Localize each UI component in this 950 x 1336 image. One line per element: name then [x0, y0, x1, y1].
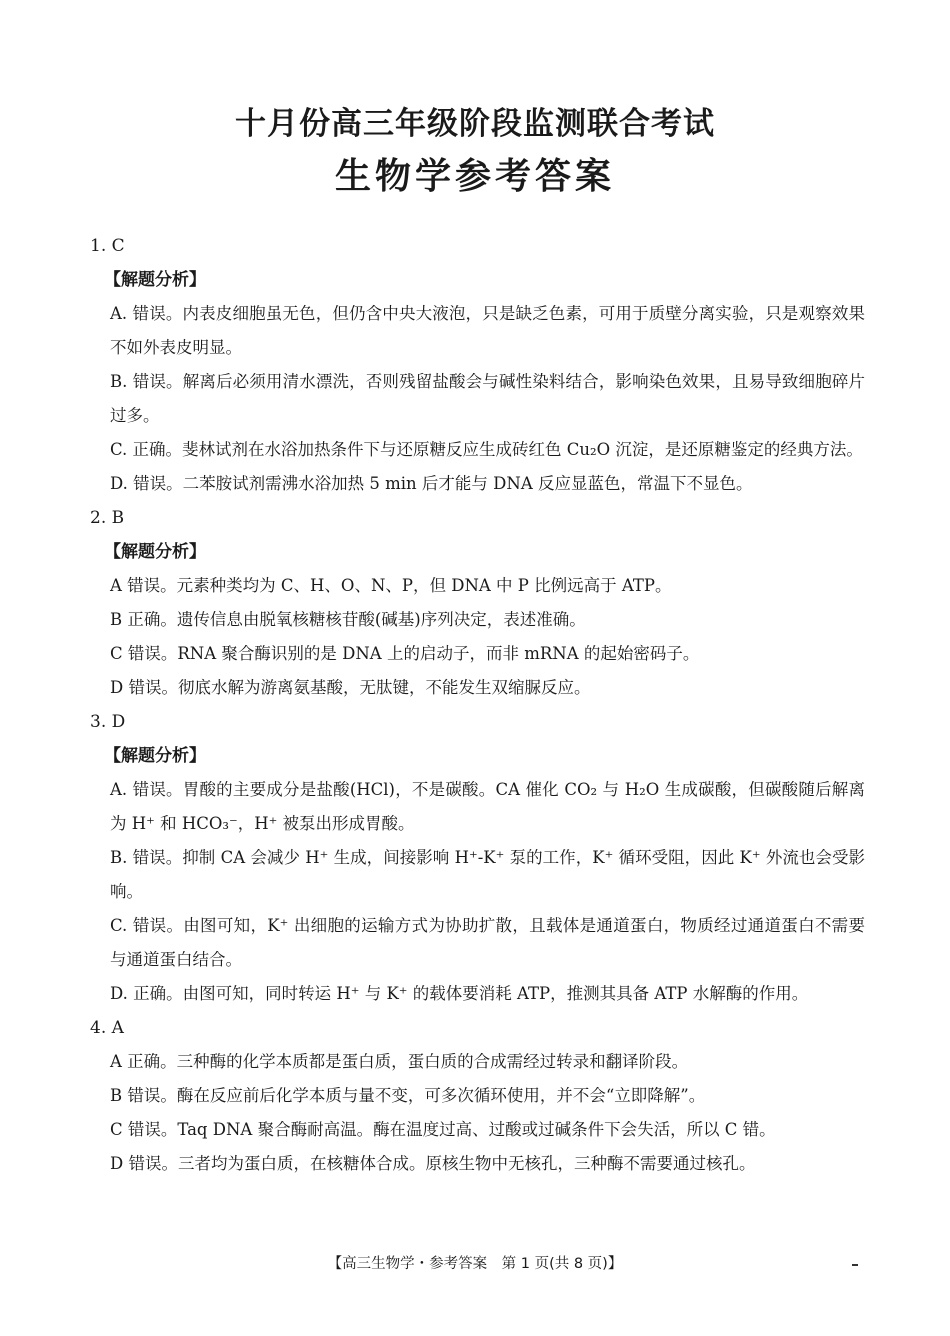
question-block-4	[90, 1011, 865, 1181]
analysis-line: A. 错误。内表皮细胞虽无色，但仍含中央大液泡，只是缺乏色素，可用于质壁分离实验，只是观察效果不如外表皮明显。	[110, 304, 865, 357]
scan-mark	[852, 1264, 858, 1266]
question-header: 3. D	[90, 712, 126, 732]
question-header: 4. A	[90, 1018, 124, 1038]
analysis-line: C 错误。RNA 聚合酶识别的是 DNA 上的启动子，而非 mRNA 的起始密码子。	[110, 644, 700, 663]
analysis-line: D. 错误。二苯胺试剂需沸水浴加热 5 min 后才能与 DNA 反应显蓝色，常温下不显色。	[110, 474, 753, 493]
analysis-line: B. 错误。抑制 CA 会减少 H⁺ 生成，间接影响 H⁺-K⁺ 泵的工作，K⁺ 循环受阻，因此 K⁺ 外流也会受影响。	[110, 848, 865, 901]
analysis-line: A 正确。三种酶的化学本质都是蛋白质，蛋白质的合成需经过转录和翻译阶段。	[110, 1052, 689, 1071]
exam-title: 十月份高三年级阶段监测联合考试	[235, 106, 715, 142]
analysis-label: 【解题分析】	[104, 270, 206, 290]
analysis-line: A 错误。元素种类均为 C、H、O、N、P，但 DNA 中 P 比例远高于 ATP。	[110, 576, 672, 595]
analysis-line: B 正确。遗传信息由脱氧核糖核苷酸(碱基)序列决定，表述准确。	[110, 610, 586, 629]
page-footer: 【高三生物学・参考答案 第 1 页(共 8 页)】	[327, 1256, 623, 1272]
analysis-line: C. 错误。由图可知，K⁺ 出细胞的运输方式为协助扩散，且载体是通道蛋白，物质经过通道蛋白不需要与通道蛋白结合。	[110, 916, 865, 969]
analysis-line: A. 错误。胃酸的主要成分是盐酸(HCl)，不是碳酸。CA 催化 CO₂ 与 H₂O 生成碳酸，但碳酸随后解离为 H⁺ 和 HCO₃⁻，H⁺ 被泵出形成胃酸。	[110, 780, 865, 833]
analysis-line: D 错误。三者均为蛋白质，在核糖体合成。原核生物中无核孔，三种酶不需要通过核孔。	[110, 1154, 756, 1173]
answer-key-title: 生物学参考答案	[334, 156, 615, 197]
analysis-label: 【解题分析】	[104, 746, 206, 766]
analysis-line: B. 错误。解离后必须用清水漂洗，否则残留盐酸会与碱性染料结合，影响染色效果，且易导致细胞碎片过多。	[110, 372, 865, 425]
analysis-line: B 错误。酶在反应前后化学本质与量不变，可多次循环使用，并不会“立即降解”。	[110, 1086, 706, 1105]
question-header: 2. B	[90, 508, 125, 528]
analysis-line: D 错误。彻底水解为游离氨基酸，无肽键，不能发生双缩脲反应。	[110, 678, 591, 697]
analysis-line: C 错误。Taq DNA 聚合酶耐高温。酶在温度过高、过酸或过碱条件下会失活，所以 C 错。	[110, 1120, 776, 1139]
question-header: 1. C	[90, 236, 125, 256]
question-block-2	[90, 501, 865, 705]
answer-content	[90, 229, 865, 1181]
analysis-line: D. 正确。由图可知，同时转运 H⁺ 与 K⁺ 的载体要消耗 ATP，推测其具备 ATP 水解酶的作用。	[110, 984, 809, 1003]
question-block-3	[90, 705, 865, 1011]
analysis-label: 【解题分析】	[104, 542, 206, 562]
analysis-line: C. 正确。斐林试剂在水浴加热条件下与还原糖反应生成砖红色 Cu₂O 沉淀，是还原糖鉴定的经典方法。	[110, 440, 863, 459]
question-block-1	[90, 229, 865, 501]
